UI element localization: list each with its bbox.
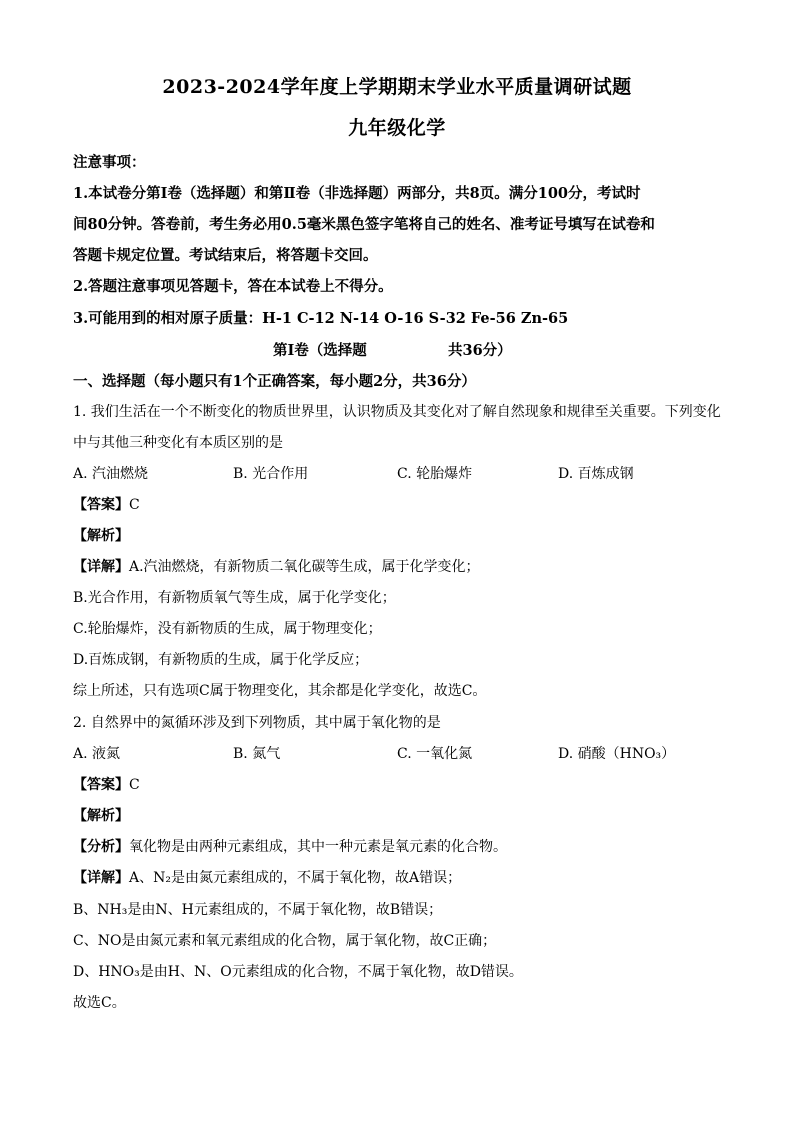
q2-detail-label: 【详解】 [73,870,129,886]
note-1-line-3: 答题卡规定位置。考试结束后，将答题卡交回。 [73,247,378,264]
q2-detail-d: D、HNO₃是由H、N、O元素组成的化合物，不属于氧化物，故D错误。 [73,964,523,980]
q1-option-a: A. 汽油燃烧 [73,466,149,482]
q2-answer [73,774,140,794]
q1-detail-a [73,556,480,576]
q2-detail-b: B、NH₃是由N、H元素组成的，不属于氧化物，故B错误； [73,902,443,918]
q1-option-b: B. 光合作用 [233,466,309,482]
q2-fenxi [73,836,507,856]
part-title-b: 共36分） [448,342,512,359]
q2-detail-c: C、NO是由氮元素和氧元素组成的化合物，属于氧化物，故C正确； [73,933,497,949]
q1-answer-value: C [129,497,140,513]
q1-detail-b: B.光合作用，有新物质氧气等生成，属于化学变化； [73,590,396,606]
q1-answer [73,494,140,514]
q2-conclusion: 故选C。 [73,995,126,1011]
note-3: 3.可能用到的相对原子质量：H-1 C-12 N-14 O-16 S-32 Fe-56 Zn-65 [73,310,569,327]
note-1-line-1: 1.本试卷分第Ⅰ卷（选择题）和第Ⅱ卷（非选择题）两部分，共8页。满分100分，考试时 [73,185,641,202]
exam-subtitle: 九年级化学 [348,117,446,139]
q2-option-c: C. 一氧化氮 [397,746,473,762]
q2-option-a: A. 液氮 [73,746,121,762]
q1-detail-c: C.轮胎爆炸，没有新物质的生成，属于物理变化； [73,621,382,637]
q1-stem-line-2: 中与其他三种变化有本质区别的是 [73,435,283,451]
q1-analysis-label: 【解析】 [73,528,129,544]
q2-fenxi-label: 【分析】 [73,839,129,855]
q1-detail-label: 【详解】 [73,559,129,575]
section-heading: 一、选择题（每小题只有1个正确答案，每小题2分，共36分） [73,373,476,390]
q1-summary: 综上所述，只有选项C属于物理变化，其余都是化学变化，故选C。 [73,683,487,699]
q1-option-d: D. 百炼成钢 [558,466,634,482]
q1-stem-line-1: 1. 我们生活在一个不断变化的物质世界里，认识物质及其变化对了解自然现象和规律至关重要。下列变化 [73,404,721,420]
q2-detail-a [73,867,461,887]
q1-answer-label: 【答案】 [73,497,129,513]
q2-analysis-label: 【解析】 [73,808,129,824]
note-1-line-2: 间80分钟。答卷前，考生务必用0.5毫米黑色签字笔将自己的姓名、准考证号填写在试卷和 [73,216,655,233]
q1-option-c: C. 轮胎爆炸 [397,466,473,482]
q2-stem: 2. 自然界中的氮循环涉及到下列物质，其中属于氧化物的是 [73,715,441,731]
q1-detail-d: D.百炼成钢，有新物质的生成，属于化学反应； [73,652,369,668]
part-title-a: 第Ⅰ卷（选择题 [273,342,367,359]
q2-answer-value: C [129,777,140,793]
exam-title: 2023-2024学年度上学期期末学业水平质量调研试题 [162,76,632,98]
q2-option-d: D. 硝酸（HNO₃） [558,746,676,762]
q2-fenxi-text: 氧化物是由两种元素组成，其中一种元素是氧元素的化合物。 [129,839,507,855]
q2-answer-label: 【答案】 [73,777,129,793]
q1-detail-a-text: A.汽油燃烧，有新物质二氧化碳等生成，属于化学变化； [129,559,480,575]
q2-option-b: B. 氮气 [233,746,281,762]
notes-heading: 注意事项： [73,154,146,171]
note-2: 2.答题注意事项见答题卡，答在本试卷上不得分。 [73,278,393,295]
q2-detail-a-text: A、N₂是由氮元素组成的，不属于氧化物，故A错误； [129,870,462,886]
